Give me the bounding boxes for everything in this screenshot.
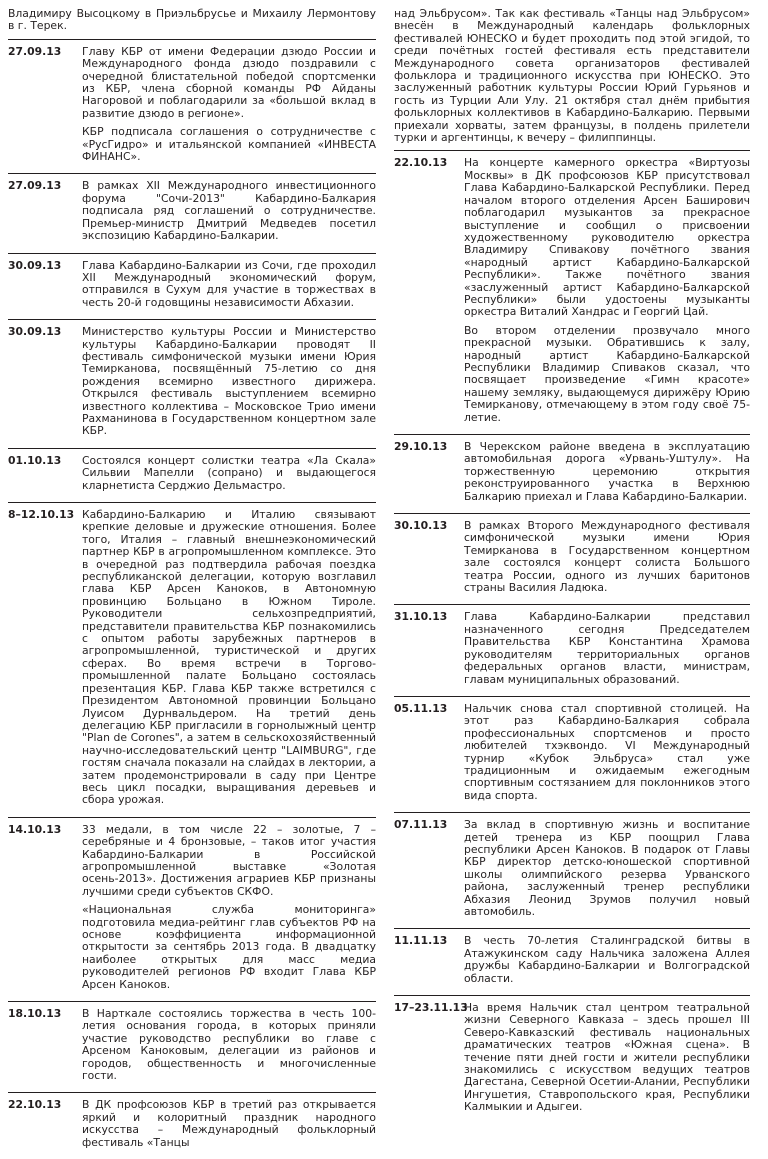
entry-date: 18.10.13 [8,1007,62,1021]
entry-paragraph: Состоялся концерт солистки театра «Ла Скала» Сильвии Мапелли (сопрано) и выдающегося кларнетиста Серджио Дельмастро. [82,453,376,492]
entry-date: 17–23.11.13 [394,1001,468,1015]
entry-divider [394,928,750,929]
entry-date: 11.11.13 [394,934,448,948]
entry-divider [8,1092,376,1093]
entry-paragraph: Глава Кабардино-Балкарии представил назначенного сегодня Председателем Правительства КБР Константина Храмова руководителям территориальных органов федеральных органов власти, министрам, главам муниципальных образований. [464,610,750,686]
continuation-paragraph: над Эльбрусом». Так как фестиваль «Танцы над Эльбрусом» внесён в Международный календарь фольклорных фестивалей ЮНЕСКО и будет проходить под этой эгидой, то среди почётных гостей фестиваля есть представители Международного совета организаторов фестивалей фольклора и традиционного искусства при ЮНЕСКО. Это заслуженный работник культуры России Юрий Гурьянов и гость из Турции Али Улу. 21 октября стал днём прибытия фольклорных коллективов в Кабардино-Балкарию. Первыми приехали хорваты, затем французы, в полдень прилетели турки и аргентинцы, к вечеру – филиппинцы. [394,7,750,145]
entry-body [464,157,750,430]
chronicle-entry [8,46,376,170]
continuation-paragraph: Владимиру Высоцкому в Приэльбрусье и Михаилу Лермонтову в г. Терек. [8,7,376,33]
entry-body [464,819,750,924]
continuation-text [8,8,376,33]
chronicle-entry [394,935,750,991]
chronicle-entry [394,611,750,691]
entry-body [82,455,376,498]
chronicle-entry [8,824,376,997]
chronicle-entry [394,520,750,600]
left-column [8,8,376,1159]
entry-body [464,935,750,991]
right-column [394,8,750,1124]
entry-body [82,1099,376,1155]
entry-divider [8,319,376,320]
entry-date: 27.09.13 [8,179,62,193]
entry-date: 22.10.13 [394,156,448,170]
entry-date: 14.10.13 [8,822,62,836]
entry-paragraph: За вклад в спортивную жизнь и воспитание детей тренера из КБР поощрил Глава республики Арсен Каноков. В подарок от Главы КБР директор детско-юношеской спортивной школы олимпийского резерва Урванского района, заслуженный тренер республики Абхазия Леонид Зрумов получил новый автомобиль. [464,818,750,918]
entry-paragraph: На время Нальчик стал центром театральной жизни Северного Кавказа – здесь прошел III Северо-Кавказский фестиваль национальных драматических театров «Южная сцена». В течение пяти дней гости и жители республики знакомились с искусством ведущих театров Дагестана, Северной Осетии-Алании, Республики Ингушетия, Ставропольского края, Республики Калмыкии и Адыгеи. [464,1001,750,1114]
chronicle-entry [394,441,750,509]
entry-body [464,611,750,691]
chronicle-entry [8,180,376,248]
entry-divider [8,1001,376,1002]
entry-date: 30.09.13 [8,258,62,272]
entry-divider [394,812,750,813]
chronicle-entry [8,1008,376,1088]
entry-date: 8–12.10.13 [8,508,75,521]
entry-body [82,180,376,248]
entry-divider [8,817,376,818]
entry-divider [394,696,750,697]
entry-body [82,1008,376,1088]
entry-paragraph: В Нарткале состоялись торжества в честь 100-летия основания города, в которых приняли участие руководство республики во главе с Арсеном Каноковым, делегации из районов и городов, общественность и многочисленные гости. [82,1007,376,1083]
entry-paragraph: 33 медали, в том числе 22 – золотые, 7 – серебряные и 4 бронзовые, – таков итог участия Кабардино-Балкарии в Российской агропромышленной выставке «Золотая осень-2013». Достижения аграриев КБР признаны лучшими среди субъектов СКФО. [82,822,376,898]
entry-paragraph: В Черекском районе введена в эксплуатацию автомобильная дорога «Урвань-Уштулу». На торжественную церемонию открытия реконструированного участка в Верхнюю Балкарию приехал и Глава Кабардино-Балкарии. [464,440,750,503]
entry-divider [394,604,750,605]
entry-body [82,326,376,444]
entry-body [464,703,750,808]
entry-body [464,1002,750,1120]
chronicle-entry [8,455,376,498]
entry-body [464,520,750,600]
entry-divider [394,513,750,514]
entry-date: 05.11.13 [394,701,448,715]
entry-divider [8,39,376,40]
chronicle-entry [8,260,376,316]
chronicle-entry [394,1002,750,1120]
entry-paragraph: Глава Кабардино-Балкарии из Сочи, где проходил XII Международный экономический форум, отправился в Сухум для участие в торжествах в честь 20-й годовщины независимости Абхазии. [82,258,376,309]
entry-paragraph: Главу КБР от имени Федерации дзюдо России и Международного фонда дзюдо поздравили с очередной блистательной победой спортсменки из КБР, члена сборной команды РФ Айданы Нагоровой и поблагодарили за «большой вклад в развитие дзюдо в регионе». [82,44,376,120]
chronicle-entry [394,819,750,924]
entry-paragraph: Во втором отделении прозвучало много прекрасной музыки. Обратившись к залу, народный артист Кабардино-Балкарской Республики Владимир Спиваков сказал, что посвящает произведение «Гимн красоте» нашему земляку, выдающемуся дирижёру Юрию Темирканову, отмечающему в этом году своё 75-летие. [464,323,750,424]
entry-paragraph: Министерство культуры России и Министерство культуры Кабардино-Балкарии проводят II фестиваль симфонической музыки имени Юрия Темирканова, посвящённый 75-летию со дня рождения всемирно известного дирижера. Открылся фестиваль выступлением всемирно известного коллектива – Московское Трио имени Рахманинова в Государственном концертном зале КБР. [82,325,376,438]
entry-date: 22.10.13 [8,1098,62,1112]
entry-paragraph: В честь 70-летия Сталинградской битвы в Атажукинском саду Нальчика заложена Аллея дружбы Кабардино-Балкарии и Волгоградской области. [464,934,750,985]
chronicle-entry [8,1099,376,1155]
chronicle-entry [8,509,376,813]
entry-paragraph: «Национальная служба мониторинга» подготовила медиа-рейтинг глав субъектов РФ на основе коэффициента информационной открытости за сентябрь 2013 года. В двадцатку наиболее открытых для масс медиа руководителей регионов РФ входит Глава КБР Арсен Каноков. [82,903,376,991]
entry-date: 31.10.13 [394,610,448,624]
chronicle-entry [394,703,750,808]
entry-divider [8,253,376,254]
entry-date: 29.10.13 [394,440,448,453]
entry-divider [8,448,376,449]
entry-paragraph: На концерте камерного оркестра «Виртуозы Москвы» в ДК профсоюзов КБР присутствовал Глава Кабардино-Балкарской Республики. Перед началом второго отделения Арсен Баширович поблагодарил музыкантов за прекрасное выступление и сообщил о присвоении художественному руководителю оркестра Владимиру Спивакову почётного звания «народный артист Кабардино-Балкарской Республики». Также почётного звания «заслуженный артист Кабардино-Балкарской Республики» были удостоены музыканты оркестра Виталий Хандрас и Георгий Цай. [464,156,750,319]
chronicle-entry [8,326,376,444]
entry-divider [8,502,376,503]
entry-paragraph: В ДК профсоюзов КБР в третий раз открывается яркий и колоритный праздник народного искусства – Международный фольклорный фестиваль «Танцы [82,1098,376,1149]
entry-date: 30.09.13 [8,325,62,339]
entry-body [82,824,376,997]
chronicle-entry [394,157,750,430]
entry-date: 30.10.13 [394,519,448,533]
entry-date: 27.09.13 [8,44,62,58]
entry-date: 07.11.13 [394,818,448,832]
entry-divider [8,173,376,174]
entry-divider [394,434,750,435]
entry-divider [394,150,750,151]
entry-body [82,509,376,813]
entry-paragraph: Кабардино-Балкарию и Италию связывают крепкие деловые и дружеские отношения. Более того, Италия – главный внешнеэкономический партнер КБР в агропромышленном комплексе. Это в очередной раз подтвердила рабочая поездка республиканской делегации, которую возглавил глава КБР Арсен Каноков, в Автономную провинцию Больцано в Южном Тироле. Руководители сельхозпредприятий, представители правительства КБР познакомились с опытом работы зарубежных партнеров в агропромышленной, туристической и других сферах. Во время встречи в Торгово-промышленной палате Больцано состоялась презентация КБР. Глава КБР также встретился с Президентом Автономной провинции Больцано Луисом Дурнвальдером. На третий день делегацию КБР пригласили в горнолыжный центр "Plan de Corones", а затем в сельскохозяйственный научно-исследовательский центр "LAIMBURG", где гостям сначала показали на слайдах в лектории, а затем продемонстрировали в саду при Центре весь цикл посадки, выращивания деревьев и сбора урожая. [82,508,376,807]
entry-paragraph: Нальчик снова стал спортивной столицей. На этот раз Кабардино-Балкария собрала профессиональных спортсменов и просто любителей тхэквондо. VI Международный турнир «Кубок Эльбруса» стал уже традиционным и ожидаемым ежегодным спортивным состязанием для поклонников этого вида спорта. [464,701,750,802]
entry-divider [394,995,750,996]
entry-paragraph: КБР подписала соглашения о сотрудничестве с «РусГидро» и итальянской компанией «ИНВЕСТА ФИНАНС». [82,125,376,164]
entry-paragraph: В рамках Второго Международного фестиваля симфонической музыки имени Юрия Темирканова в Государственном концертном зале состоялся концерт солиста Большого театра России, одного из лучших баритонов страны Василия Ладюка. [464,519,750,595]
entry-body [82,46,376,170]
continuation-text [394,8,750,144]
entry-body [82,260,376,316]
entry-body [464,441,750,509]
entry-date: 01.10.13 [8,453,62,467]
entry-paragraph: В рамках XII Международного инвестиционного форума "Сочи-2013" Кабардино-Балкария подписала ряд соглашений о сотрудничестве. Премьер-министр Дмитрий Медведев посетил экспозицию Кабардино-Балкарии. [82,179,376,243]
